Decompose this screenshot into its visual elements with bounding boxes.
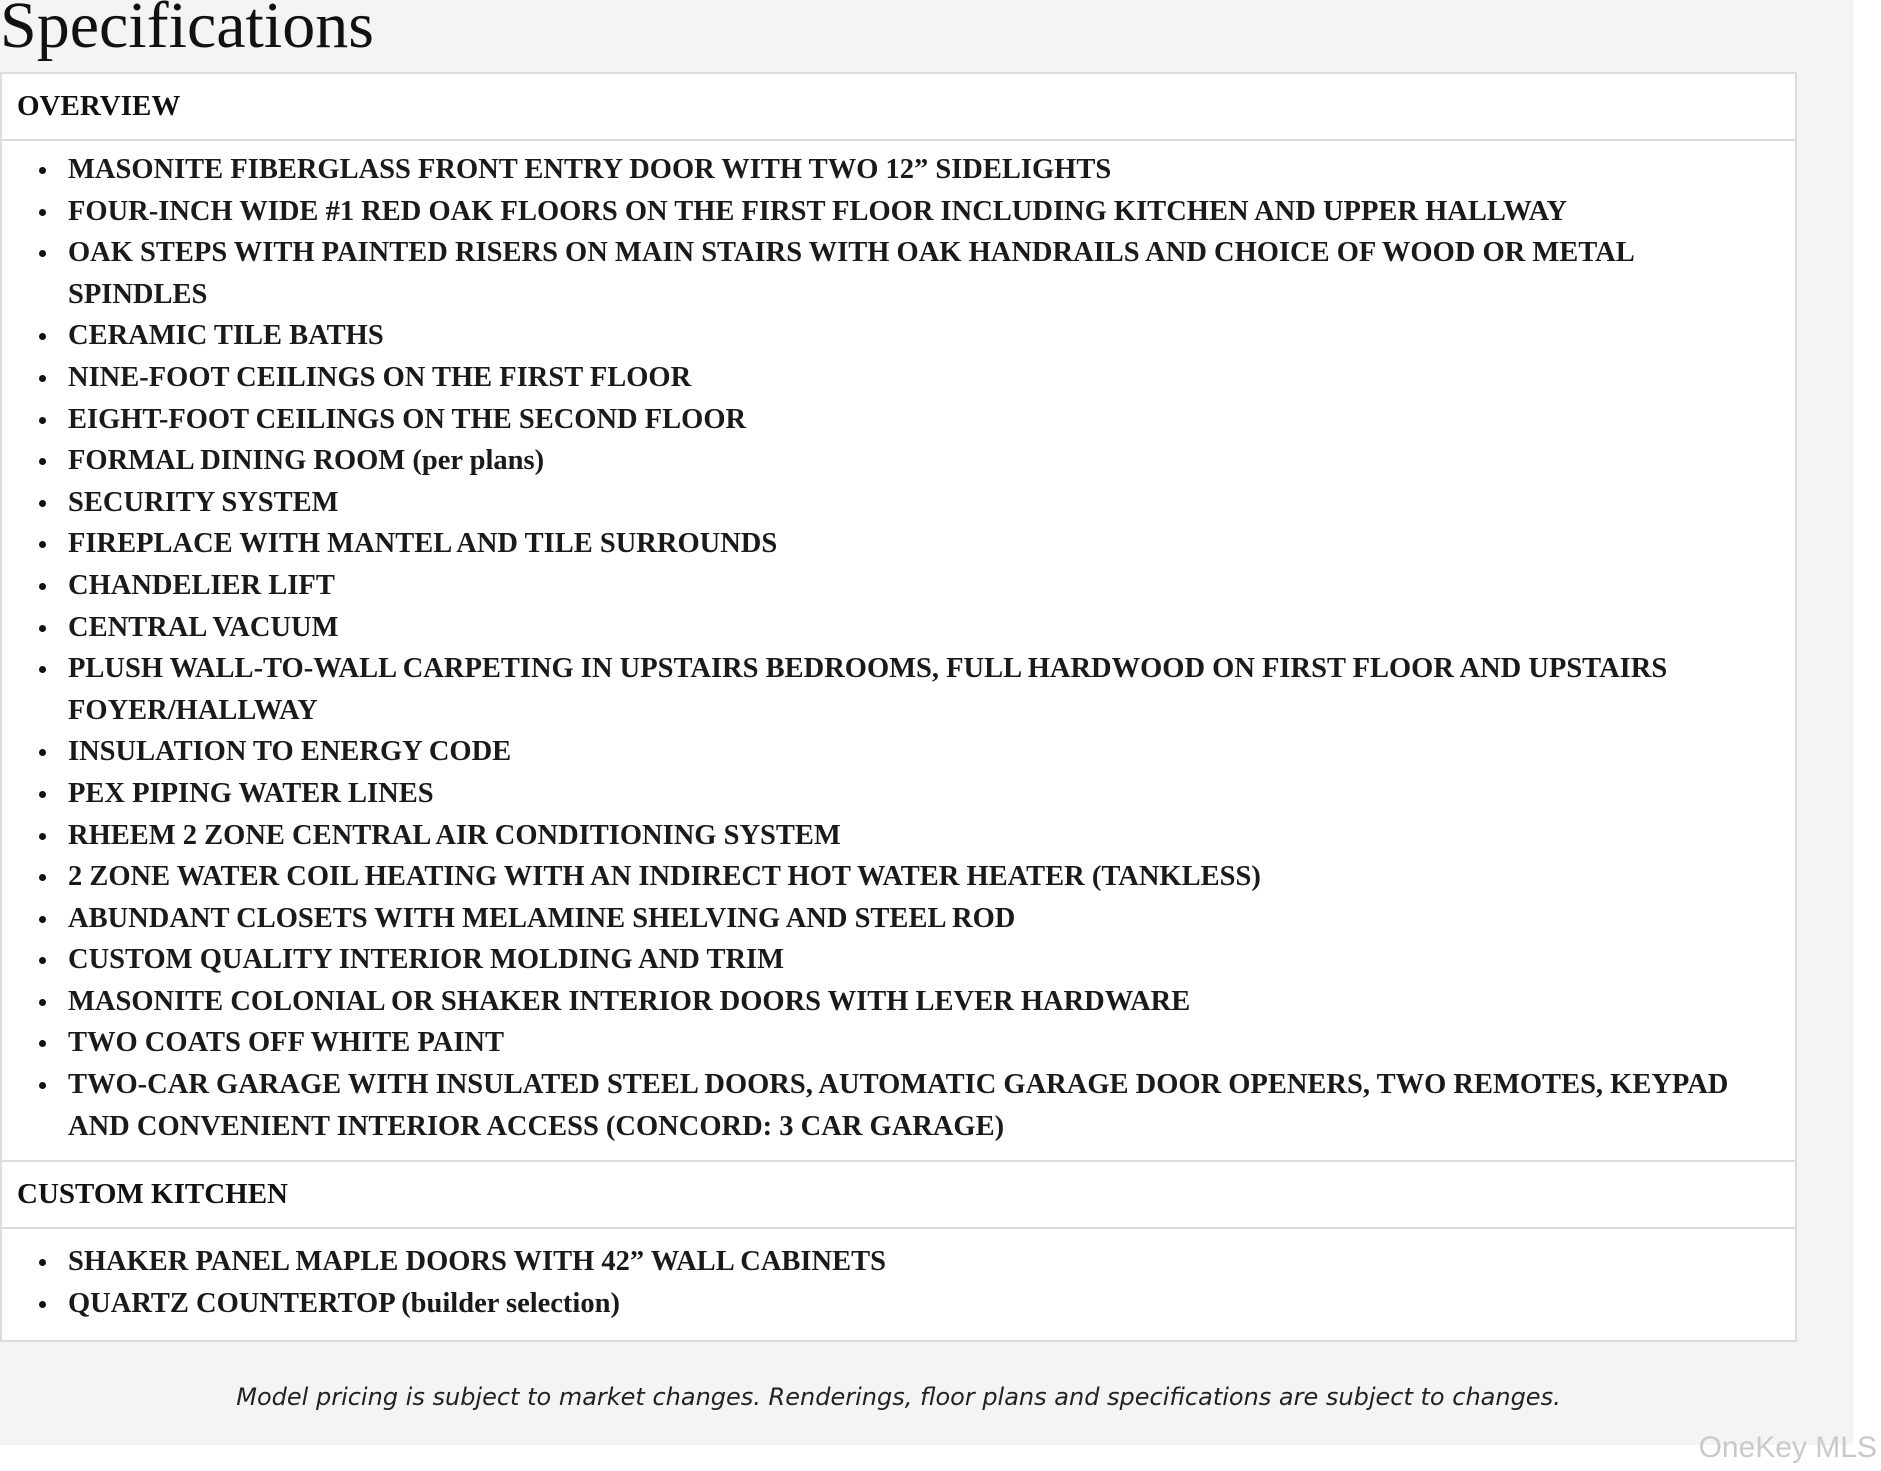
page-title: Specifications xyxy=(0,0,374,62)
list-item-text: NINE-FOOT CEILINGS ON THE FIRST FLOOR xyxy=(68,361,692,393)
list-item-text: OAK STEPS WITH PAINTED RISERS ON MAIN STAIRS WITH OAK HANDRAILS AND CHOICE OF WOOD OR METAL SPINDLES xyxy=(68,237,1634,310)
watermark: OneKey MLS xyxy=(1698,1431,1877,1464)
bullet-icon xyxy=(39,250,46,257)
list-item-text: TWO-CAR GARAGE WITH INSULATED STEEL DOORS, AUTOMATIC GARAGE DOOR OPENERS, TWO REMOTES, KEYPAD AND CONVENIENT INTERIOR ACCESS (CONCORD: 3 CAR GARAGE) xyxy=(68,1069,1729,1142)
bullet-icon xyxy=(39,874,46,881)
list-item-text: PLUSH WALL-TO-WALL CARPETING IN UPSTAIRS BEDROOMS, FULL HARDWOOD ON FIRST FLOOR AND UPSTAIRS FOYER/HALLWAY xyxy=(68,653,1668,726)
list-item-text: INSULATION TO ENERGY CODE xyxy=(68,736,512,768)
list-item xyxy=(2,482,1795,524)
bullet-icon xyxy=(39,1082,46,1089)
list-item-text: SHAKER PANEL MAPLE DOORS WITH 42” WALL CABINETS xyxy=(68,1246,886,1278)
bullet-icon xyxy=(39,541,46,548)
specifications-table xyxy=(0,72,1797,1342)
bullet-icon xyxy=(39,916,46,923)
bullet-icon xyxy=(39,1040,46,1047)
disclaimer-text: Model pricing is subject to market changes. Renderings, floor plans and specifications are subject to changes. xyxy=(236,1383,1561,1411)
list-item-text: 2 ZONE WATER COIL HEATING WITH AN INDIRECT HOT WATER HEATER (TANKLESS) xyxy=(68,861,1261,893)
bullet-icon xyxy=(39,583,46,590)
list-item xyxy=(2,981,1795,1023)
section-body-overview xyxy=(2,141,1795,1162)
list-item-text: MASONITE FIBERGLASS FRONT ENTRY DOOR WITH TWO 12” SIDELIGHTS xyxy=(68,154,1112,185)
list-item-text: FIREPLACE WITH MANTEL AND TILE SURROUNDS xyxy=(68,528,778,560)
bullet-icon xyxy=(39,749,46,756)
list-item-text: QUARTZ COUNTERTOP (builder selection) xyxy=(68,1287,620,1319)
list-item xyxy=(2,607,1795,649)
bullet-icon xyxy=(39,1259,46,1266)
list-item xyxy=(2,523,1795,565)
custom-kitchen-list xyxy=(2,1241,1795,1324)
list-item xyxy=(2,939,1795,981)
list-item xyxy=(2,898,1795,940)
list-item xyxy=(2,815,1795,857)
bullet-icon xyxy=(39,625,46,632)
list-item-text: CERAMIC TILE BATHS xyxy=(68,320,384,352)
list-item-text: SECURITY SYSTEM xyxy=(68,486,339,518)
bullet-icon xyxy=(39,167,46,174)
bullet-icon xyxy=(39,209,46,216)
list-item-text: CHANDELIER LIFT xyxy=(68,569,335,601)
list-item xyxy=(2,773,1795,815)
list-item xyxy=(2,1022,1795,1064)
bullet-icon xyxy=(39,458,46,465)
bullet-icon xyxy=(39,375,46,382)
list-item xyxy=(2,149,1795,191)
list-item xyxy=(2,315,1795,357)
list-item-text: EIGHT-FOOT CEILINGS ON THE SECOND FLOOR xyxy=(68,403,747,435)
list-item-text: MASONITE COLONIAL OR SHAKER INTERIOR DOORS WITH LEVER HARDWARE xyxy=(68,985,1191,1017)
list-item-text: FORMAL DINING ROOM (per plans) xyxy=(68,445,545,477)
bullet-icon xyxy=(39,833,46,840)
list-item xyxy=(2,191,1795,233)
list-item xyxy=(2,399,1795,441)
list-item xyxy=(2,1241,1795,1283)
section-heading-overview: OVERVIEW xyxy=(2,74,1795,141)
bullet-icon xyxy=(39,957,46,964)
bullet-icon xyxy=(39,791,46,798)
list-item xyxy=(2,357,1795,399)
list-item xyxy=(2,440,1795,482)
list-item-text: ABUNDANT CLOSETS WITH MELAMINE SHELVING AND STEEL ROD xyxy=(68,902,1016,934)
bullet-icon xyxy=(39,500,46,507)
list-item-text: FOUR-INCH WIDE #1 RED OAK FLOORS ON THE FIRST FLOOR INCLUDING KITCHEN AND UPPER HALLWAY xyxy=(68,195,1568,227)
section-heading-custom-kitchen: CUSTOM KITCHEN xyxy=(2,1162,1795,1229)
list-item-text: PEX PIPING WATER LINES xyxy=(68,777,434,809)
list-item-text: TWO COATS OFF WHITE PAINT xyxy=(68,1027,505,1059)
list-item xyxy=(2,1283,1795,1325)
overview-list xyxy=(2,149,1795,1147)
bullet-icon xyxy=(39,1301,46,1308)
bullet-icon xyxy=(39,333,46,340)
bullet-icon xyxy=(39,417,46,424)
list-item xyxy=(2,232,1795,315)
list-item xyxy=(2,731,1795,773)
list-item xyxy=(2,565,1795,607)
bullet-icon xyxy=(39,666,46,673)
bullet-icon xyxy=(39,999,46,1006)
section-body-custom-kitchen xyxy=(2,1229,1795,1340)
list-item xyxy=(2,648,1795,731)
list-item-text: CENTRAL VACUUM xyxy=(68,611,339,643)
list-item xyxy=(2,856,1795,898)
list-item-text: RHEEM 2 ZONE CENTRAL AIR CONDITIONING SYSTEM xyxy=(68,819,841,851)
list-item-text: CUSTOM QUALITY INTERIOR MOLDING AND TRIM xyxy=(68,944,785,976)
list-item xyxy=(2,1064,1795,1147)
